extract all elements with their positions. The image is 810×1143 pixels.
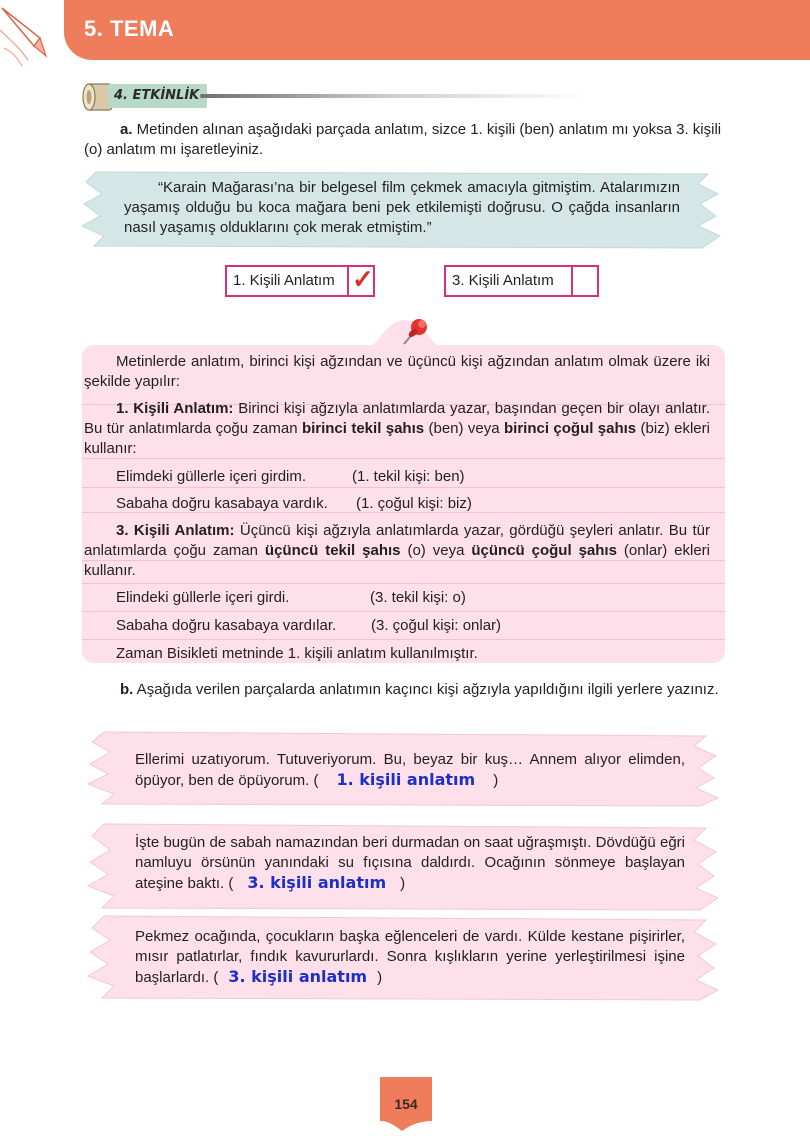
info-divider: [82, 611, 725, 612]
theme-title: 5. TEMA: [84, 16, 175, 41]
first-person-title: 1. Kişili Anlatım:: [116, 400, 234, 417]
info-closing: Zaman Bisikleti metninde 1. kişili anlatım kullanılmıştır.: [116, 645, 478, 662]
part-a-instruction: [84, 120, 729, 160]
passage-3-text: Pekmez ocağında, çocukların başka eğlenceleri de vardı. Külde kestane pişirirler, mısır patlatırlar, fındık kavururlardı. Sonra kışlıkların yerine yerleştirilmesi işine başlarlardı. (: [135, 928, 685, 986]
part-a-letter: a.: [120, 121, 133, 138]
fountain-pen-icon: [0, 0, 70, 70]
passage-1-answer[interactable]: 1. kişili anlatım: [336, 770, 476, 789]
option-first-person-label: 1. Kişili Anlatım: [233, 272, 335, 289]
example-note: (1. tekil kişi: ben): [352, 468, 465, 485]
third-person-bold: üçüncü tekil şahıs: [264, 542, 401, 559]
part-b-text: Aşağıda verilen parçalarda anlatımın kaçıncı kişi ağzıyla yapıldığını ilgili yerlere yazınız.: [133, 681, 719, 698]
third-person-definition: [84, 521, 710, 581]
third-person-text: (o) veya: [400, 542, 472, 559]
option-third-person-label: 3. Kişili Anlatım: [452, 272, 554, 289]
passage-1: [135, 750, 685, 791]
part-b-letter: b.: [120, 681, 134, 698]
example-sentence: Sabaha doğru kasabaya vardılar.: [116, 617, 337, 634]
passage-3-close: ): [377, 969, 383, 986]
example-note: (3. çoğul kişi: onlar): [371, 617, 502, 634]
third-person-bold: üçüncü çoğul şahıs: [471, 542, 617, 559]
checkmark-icon: ✓: [352, 264, 374, 294]
activity-divider: [200, 94, 590, 98]
example-sentence: Elindeki güllerle içeri girdi.: [116, 589, 290, 606]
third-person-text: (onlar) ekleri kullanır.: [84, 542, 711, 579]
passage-2: [135, 833, 685, 894]
first-person-bold: birinci tekil şahıs: [301, 420, 425, 437]
part-b-instruction: [84, 680, 729, 700]
third-person-text: Üçüncü kişi ağzıyla anlatımlarda yazar, gördüğü şeyleri anlatır. Bu tür anlatımlarda çoğu zaman: [84, 522, 710, 559]
first-person-bold: birinci çoğul şahıs: [504, 420, 637, 437]
first-person-text: Birinci kişi ağzıyla anlatımlarda yazar, başından geçen bir olayı anlatır. Bu tür anlatımlarda çoğu zaman: [84, 400, 710, 437]
theme-header-bar: [64, 0, 810, 60]
third-person-title: 3. Kişili Anlatım:: [116, 522, 235, 539]
example-sentence: Elimdeki güllerle içeri girdim.: [116, 468, 307, 485]
example-sentence: Sabaha doğru kasabaya vardık.: [116, 495, 328, 512]
passage-1-close: ): [493, 772, 499, 789]
passage-2-close: ): [400, 875, 406, 892]
passage-2-answer[interactable]: 3. kişili anlatım: [247, 873, 387, 892]
info-intro: Metinlerde anlatım, birinci kişi ağzından ve üçüncü kişi ağzından anlatım olmak üzere iki şekilde yapılır:: [84, 353, 710, 390]
passage-1-text: Ellerimi uzatıyorum. Tutuveriyorum. Bu, beyaz bir kuş… Annem alıyor elimden, öpüyor, ben de öpüyorum. (: [135, 751, 685, 789]
info-divider: [82, 487, 725, 488]
passage-2-text: İşte bugün de sabah namazından beri durmadan on saat uğraşmıştı. Dövdüğü eğri namluyu örsünün yanındaki su fıçısına daldırdı. Ocağının sönmeye başlayan ateşine baktı. (: [135, 834, 685, 892]
info-divider: [82, 639, 725, 640]
activity-tag: 4. ETKİNLİK: [108, 84, 207, 108]
option-first-person[interactable]: [225, 265, 375, 297]
option-first-person-checkbox[interactable]: [347, 264, 375, 295]
part-a-text: Metinden alınan aşağıdaki parçada anlatım, sizce 1. kişili (ben) anlatım mı yoksa 3. kişili (o) anlatım mı işaretleyiniz.: [84, 121, 722, 158]
example-note: (3. tekil kişi: o): [370, 589, 466, 606]
passage-3: [135, 927, 685, 988]
passage-3-answer[interactable]: 3. kişili anlatım: [228, 967, 368, 986]
example-note: (1. çoğul kişi: biz): [356, 495, 472, 512]
option-third-person[interactable]: [444, 265, 599, 297]
first-person-text: (biz) ekleri kullanır:: [84, 420, 710, 457]
quote-text: “Karain Mağarası’na bir belgesel film çekmek amacıyla gitmiştim. Atalarımızın yaşamış olduğu bu koca mağara beni pek etkilemişti doğrusu. O çağda insanların nasıl yaşamış olduklarını çok merak etmiştim.”: [124, 179, 680, 236]
first-person-definition: [84, 399, 710, 459]
first-person-text: (ben) veya: [424, 420, 504, 437]
option-third-person-checkbox[interactable]: [571, 267, 599, 295]
page-number: 154: [394, 1096, 418, 1112]
info-divider: [82, 583, 725, 584]
push-pin-icon: [398, 314, 432, 348]
